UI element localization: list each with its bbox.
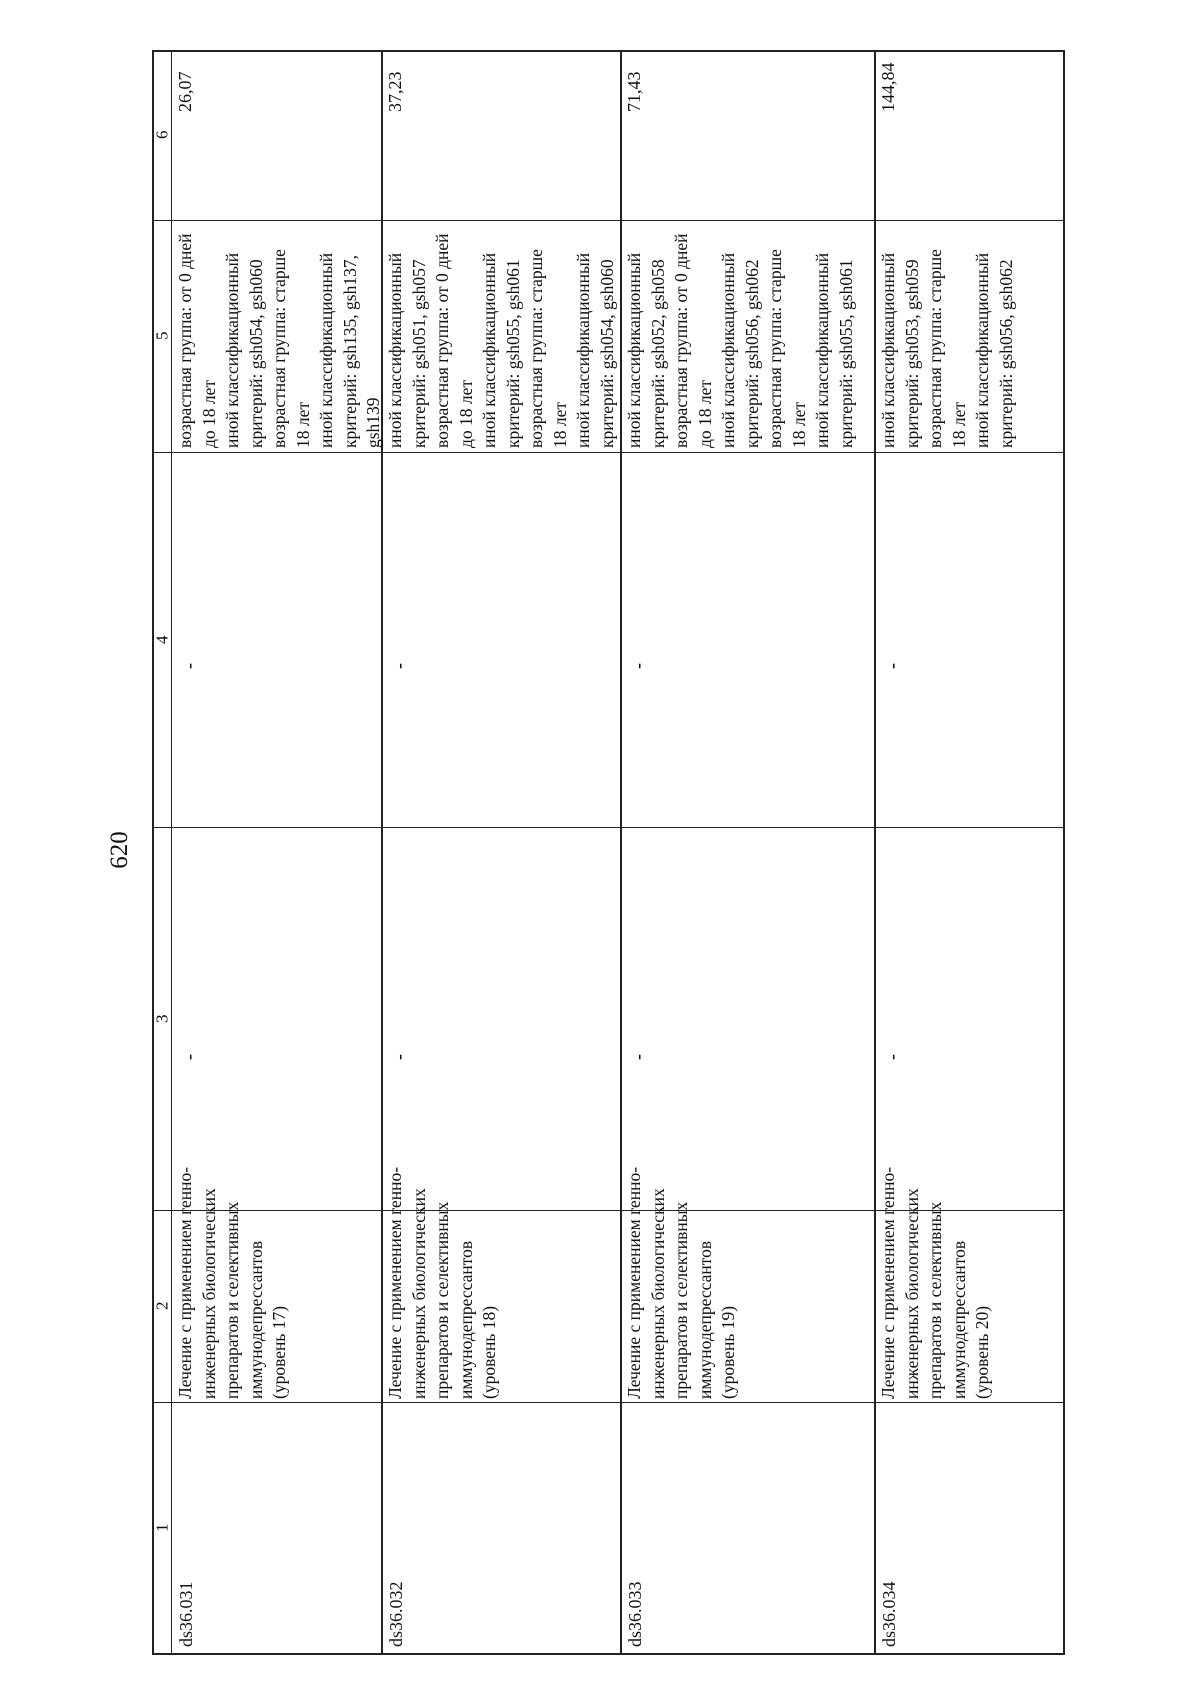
row-1-criteria: возрастная группа: от 0 дней до 18 лет иной классификационный критерий: gsh054, gsh060 возрастная группа: старше 18 лет иной классификационный критерий: gsh135, gsh137, gsh139: [175, 233, 383, 448]
row-1-name: Лечение с применением генно- инженерных биологических препаратов и селективных иммунодепрессантов (уровень 17): [175, 1166, 289, 1399]
header-col-5: 5: [152, 331, 172, 341]
row-1-code: ds36.031: [176, 1581, 196, 1647]
row-3-code: ds36.033: [625, 1581, 645, 1647]
tariff-table: [152, 50, 1065, 1655]
row-2-criteria: иной классификационный критерий: gsh051, gsh057 возрастная группа: от 0 дней до 18 лет иной классификационный критерий: gsh055, gsh061 возрастная группа: старше 18 лет иной классификационный критерий: gsh054, gsh060: [385, 233, 617, 448]
row-2-code: ds36.032: [386, 1581, 406, 1647]
page-number: [100, 829, 140, 871]
row-1-col4: -: [179, 663, 199, 669]
row-4-code: ds36.034: [879, 1581, 899, 1647]
table-border-right: [1063, 50, 1065, 1655]
row-3-criteria: иной классификационный критерий: gsh052, gsh058 возрастная группа: от 0 дней до 18 лет иной классификационный критерий: gsh056, gsh062 возрастная группа: старше 18 лет иной классификационный критерий: gsh055, gsh061: [624, 233, 856, 448]
row-2-name: Лечение с применением генно- инженерных биологических препаратов и селективных иммунодепрессантов (уровень 18): [385, 1166, 499, 1399]
row-3-col4: -: [628, 663, 648, 669]
header-col-1: 1: [152, 1523, 172, 1532]
row-1-value: 26,07: [175, 71, 195, 112]
row-4-name: Лечение с применением генно- инженерных биологических препаратов и селективных иммунодепрессантов (уровень 20): [878, 1166, 992, 1399]
row-4-col3: -: [882, 1054, 902, 1060]
table-border-bottom: [152, 1653, 1065, 1655]
header-col-4: 4: [152, 635, 172, 644]
page-number-text: 620: [106, 831, 133, 869]
header-col-2: 2: [152, 1301, 172, 1311]
row-4-criteria: иной классификационный критерий: gsh053, gsh059 возрастная группа: старше 18 лет иной классификационный критерий: gsh056, gsh062: [878, 249, 1016, 448]
header-col-6: 6: [152, 130, 172, 140]
row-2-value: 37,23: [385, 71, 405, 112]
row-2-col3: -: [389, 1054, 409, 1060]
header-col-3: 3: [152, 1014, 172, 1023]
row-3-name: Лечение с применением генно- инженерных биологических препаратов и селективных иммунодепрессантов (уровень 19): [624, 1166, 738, 1399]
row-4-col4: -: [882, 663, 902, 669]
row-4-value: 144,84: [878, 62, 898, 112]
row-3-value: 71,43: [624, 71, 644, 112]
row-3-col3: -: [628, 1054, 648, 1060]
row-1-col3: -: [179, 1054, 199, 1060]
row-2-col4: -: [389, 663, 409, 669]
